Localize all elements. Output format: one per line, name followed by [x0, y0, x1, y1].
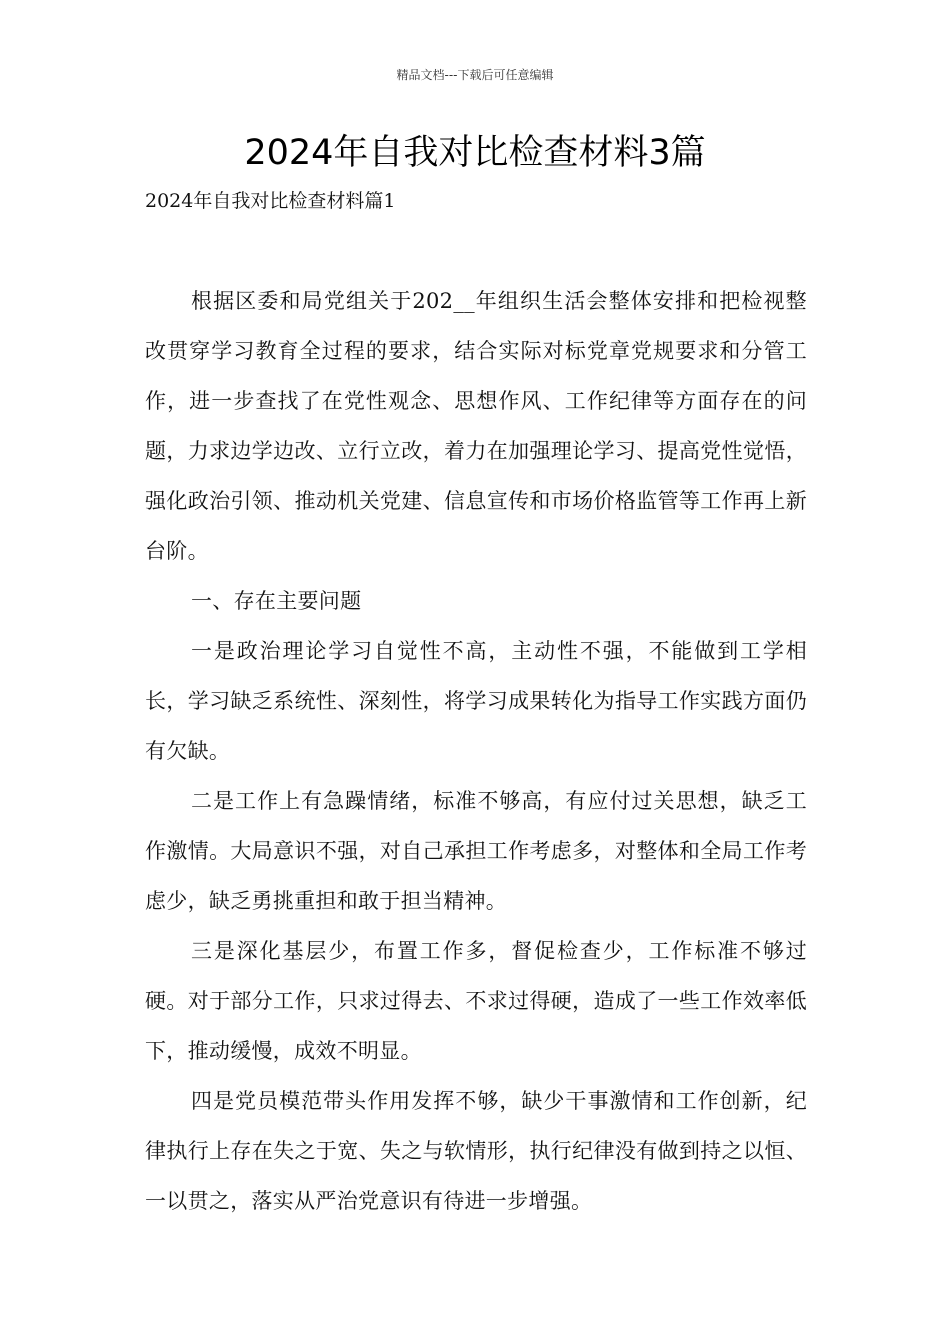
document-body — [145, 276, 807, 1226]
paragraph-intro: 根据区委和局党组关于202__年组织生活会整体安排和把检视整改贯穿学习教育全过程的要求，结合实际对标党章党规要求和分管工作，进一步查找了在党性观念、思想作风、工作纪律等方面存在的问题，力求边学边改、立行立改，着力在加强理论学习、提高党性觉悟，强化政治引领、推动机关党建、信息宣传和市场价格监管等工作再上新台阶。 — [145, 289, 807, 563]
paragraph-problem-2: 二是工作上有急躁情绪，标准不够高，有应付过关思想，缺乏工作激情。大局意识不强，对自己承担工作考虑多，对整体和全局工作考虑少，缺乏勇挑重担和敢于担当精神。 — [145, 789, 807, 913]
section-heading-problems: 一、存在主要问题 — [191, 589, 362, 613]
header-note: 精品文档---下载后可任意编辑 — [396, 68, 554, 82]
document-title: 2024年自我对比检查材料3篇 — [244, 133, 706, 173]
paragraph-problem-4: 四是党员模范带头作用发挥不够，缺少干事激情和工作创新，纪律执行上存在失之于宽、失之与软情形，执行纪律没有做到持之以恒、一以贯之，落实从严治党意识有待进一步增强。 — [145, 1089, 807, 1213]
paragraph-problem-1: 一是政治理论学习自觉性不高，主动性不强，不能做到工学相长，学习缺乏系统性、深刻性，将学习成果转化为指导工作实践方面仍有欠缺。 — [145, 639, 807, 763]
paragraph-problem-3: 三是深化基层少，布置工作多，督促检查少，工作标准不够过硬。对于部分工作，只求过得去、不求过得硬，造成了一些工作效率低下，推动缓慢，成效不明显。 — [145, 939, 807, 1063]
document-subtitle: 2024年自我对比检查材料篇1 — [145, 190, 396, 212]
